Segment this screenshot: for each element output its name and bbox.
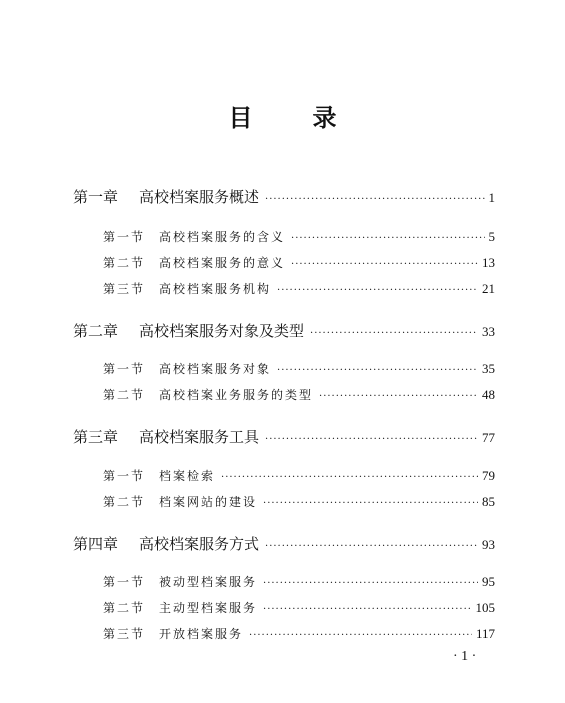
chapter-title: 高校档案服务概述 [139, 188, 260, 206]
section-title: 高校档案业务服务的类型 [159, 388, 314, 402]
section-number: 第三节 [103, 627, 146, 641]
section-number: 第三节 [103, 282, 146, 296]
dot-leader [221, 472, 478, 483]
chapter-number: 第三章 [73, 428, 119, 446]
section-number: 第二节 [103, 388, 146, 402]
toc-chapter-1[interactable] [73, 186, 495, 207]
toc-section-3-2[interactable] [103, 493, 495, 510]
page-ref: 35 [482, 361, 495, 376]
toc-section-2-2[interactable] [103, 386, 495, 403]
dot-leader [291, 259, 478, 270]
toc-chapter-4[interactable] [73, 533, 495, 554]
chapter-number: 第四章 [73, 535, 119, 553]
section-title: 档案检索 [159, 469, 216, 483]
section-title: 高校档案服务机构 [159, 282, 272, 296]
toc-section-1-2[interactable] [103, 254, 495, 271]
section-title: 主动型档案服务 [159, 601, 258, 615]
section-number: 第二节 [103, 256, 146, 270]
chapter-number: 第二章 [73, 322, 119, 340]
chapter-title: 高校档案服务对象及类型 [139, 322, 305, 340]
toc-section-4-1[interactable] [103, 573, 495, 590]
section-number: 第一节 [103, 362, 146, 376]
page-ref: 13 [482, 255, 495, 270]
section-number: 第二节 [103, 495, 146, 509]
page-ref: 117 [475, 626, 495, 641]
toc-section-4-3[interactable] [103, 625, 495, 642]
page-ref: 33 [482, 324, 495, 339]
dot-leader [291, 233, 484, 244]
page-ref: 79 [482, 468, 495, 483]
page-ref: 93 [482, 537, 495, 552]
section-number: 第一节 [103, 230, 146, 244]
chapter-number: 第一章 [73, 188, 119, 206]
toc-section-1-3[interactable] [103, 280, 495, 297]
section-title: 被动型档案服务 [159, 575, 258, 589]
dot-leader [310, 328, 478, 339]
page-title [0, 98, 565, 133]
page-ref: 105 [475, 600, 495, 615]
toc-section-3-1[interactable] [103, 467, 495, 484]
toc-section-4-2[interactable] [103, 599, 495, 616]
page-number: · 1 · [453, 649, 477, 664]
section-number: 第二节 [103, 601, 146, 615]
dot-leader [263, 498, 478, 509]
chapter-title: 高校档案服务方式 [139, 535, 260, 553]
dot-leader [277, 365, 478, 376]
section-number: 第一节 [103, 469, 146, 483]
chapter-title: 高校档案服务工具 [139, 428, 260, 446]
dot-leader [263, 604, 471, 615]
section-number: 第一节 [103, 575, 146, 589]
section-title: 开放档案服务 [159, 627, 244, 641]
title-char-2: 录 [312, 103, 337, 132]
page-ref: 85 [482, 494, 495, 509]
section-title: 高校档案服务的意义 [159, 256, 286, 270]
dot-leader [249, 630, 472, 641]
dot-leader [265, 194, 484, 205]
page-ref: 48 [482, 387, 495, 402]
dot-leader [265, 541, 478, 552]
dot-leader [265, 434, 478, 445]
title-char-1: 目 [228, 103, 253, 132]
dot-leader [319, 391, 478, 402]
toc-chapter-3[interactable] [73, 426, 495, 447]
section-title: 档案网站的建设 [159, 495, 258, 509]
section-title: 高校档案服务对象 [159, 362, 272, 376]
section-title: 高校档案服务的含义 [159, 230, 286, 244]
page-ref: 95 [482, 574, 495, 589]
page-ref: 77 [482, 430, 495, 445]
page-ref: 21 [482, 281, 495, 296]
toc-section-2-1[interactable] [103, 360, 495, 377]
page-ref: 1 [488, 190, 495, 205]
page-ref: 5 [488, 229, 495, 244]
dot-leader [277, 285, 478, 296]
dot-leader [263, 578, 478, 589]
toc-chapter-2[interactable] [73, 320, 495, 341]
toc-section-1-1[interactable] [103, 228, 495, 245]
